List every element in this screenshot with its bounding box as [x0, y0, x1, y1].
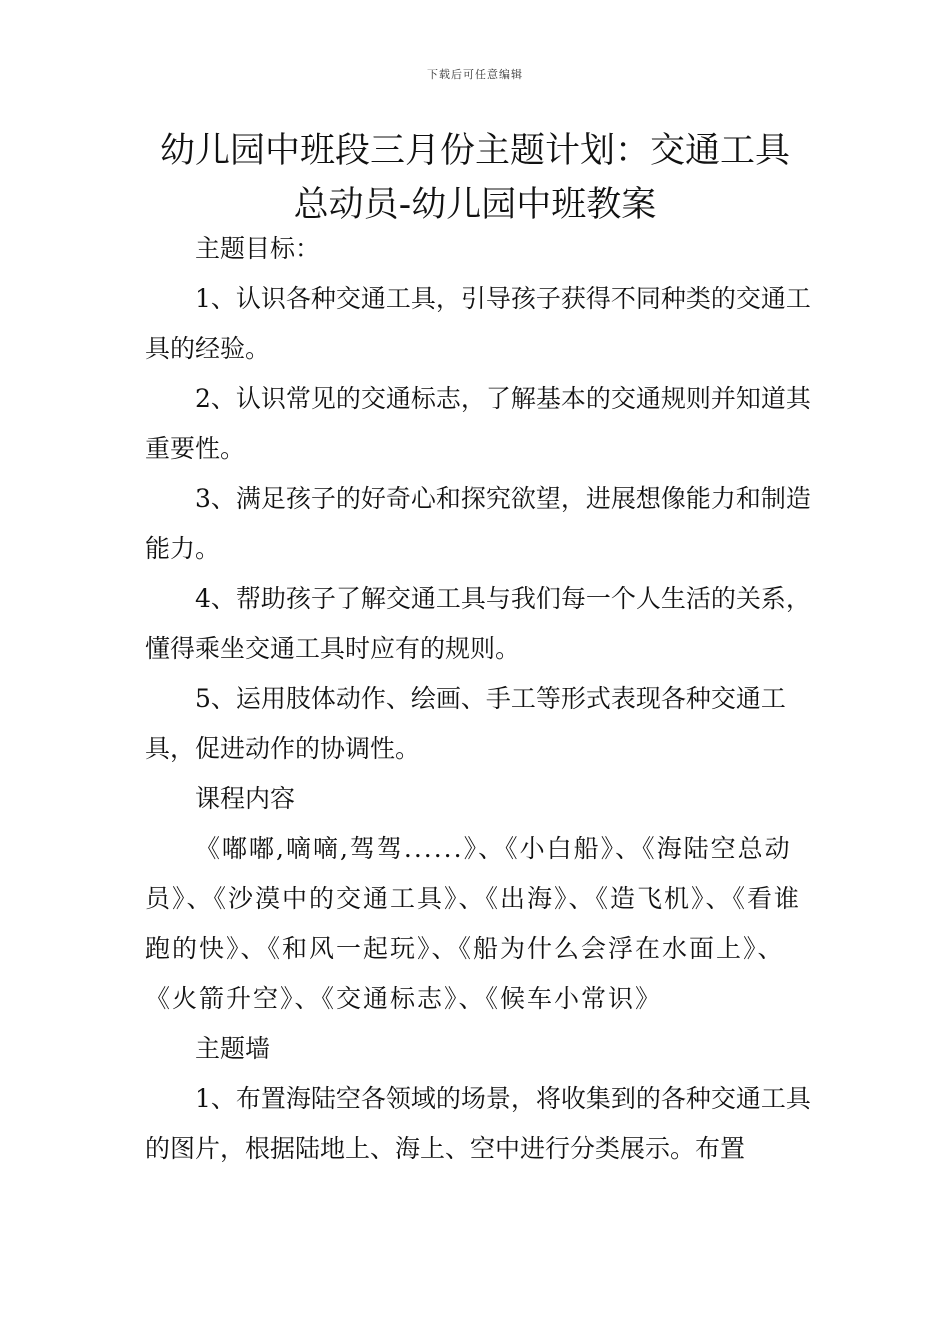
- title-line-2: 总动员-幼儿园中班教案: [293, 185, 657, 225]
- course-heading: 课程内容: [195, 784, 296, 813]
- goal-item: 5、运用肢体动作、绘画、手工等形式表现各种交通工具，促进动作的协调性。: [145, 684, 786, 763]
- document-title: [120, 124, 830, 232]
- goal-item: 2、认识常见的交通标志，了解基本的交通规则并知道其重要性。: [145, 384, 811, 463]
- goal-item: 1、认识各种交通工具，引导孩子获得不同种类的交通工具的经验。: [145, 284, 811, 363]
- goals-heading: 主题目标：: [195, 234, 321, 263]
- course-list: 《嘟嘟,嘀嘀,驾驾......》、《小白船》、《海陆空总动员》、《沙漠中的交通工具》、《出海》、《造飞机》、《看谁跑的快》、《和风一起玩》、《船为什么会浮在水面上》、《火箭升空》、《交通标志》、《候车小常识》: [145, 834, 802, 1013]
- wall-item: 1、布置海陆空各领域的场景，将收集到的各种交通工具的图片，根据陆地上、海上、空中进行分类展示。布置: [145, 1084, 811, 1163]
- goal-item: 4、帮助孩子了解交通工具与我们每一个人生活的关系，懂得乘坐交通工具时应有的规则。: [145, 584, 811, 663]
- goal-item: 3、满足孩子的好奇心和探究欲望，进展想像能力和制造能力。: [145, 484, 811, 563]
- title-line-1: 幼儿园中班段三月份主题计划：交通工具: [159, 131, 790, 171]
- document-body: [145, 224, 811, 1174]
- wall-heading: 主题墙: [195, 1034, 271, 1063]
- header-note: 下载后可任意编辑: [427, 68, 523, 81]
